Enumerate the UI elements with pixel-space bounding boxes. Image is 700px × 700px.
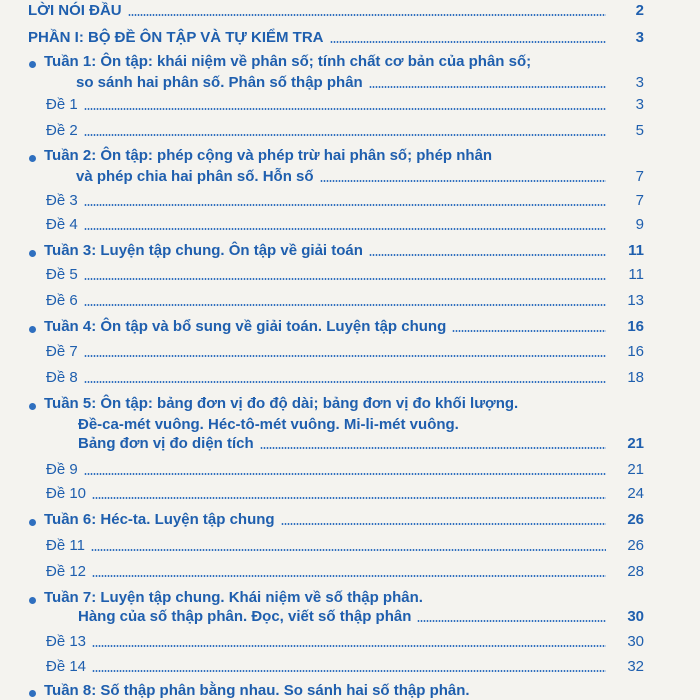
week-title-text: Tuần 3: Luyện tập chung. Ôn tập về giải toán	[44, 242, 363, 259]
week-title-line-last[interactable]	[44, 511, 612, 529]
dot-leader	[330, 41, 606, 43]
week-title-text: Tuần 4: Ôn tập và bổ sung về giải toán. Luyện tập chung	[44, 318, 447, 335]
test-label: Đề 5	[46, 266, 78, 283]
week-title-line-last[interactable]	[76, 168, 612, 186]
dot-leader	[320, 180, 606, 182]
dot-leader	[84, 134, 606, 136]
test-page: 9	[635, 216, 644, 233]
toc-entry-page: 3	[635, 29, 644, 46]
week-page: 26	[627, 511, 644, 528]
bullet-dot-icon	[29, 403, 36, 410]
test-entry[interactable]	[46, 343, 612, 361]
week-title-line[interactable]: Tuần 1: Ôn tập: khái niệm về phân số; tính chất cơ bản của phân số;	[44, 53, 532, 70]
test-entry[interactable]	[46, 216, 612, 234]
week-title-text: và phép chia hai phân số. Hỗn số	[76, 168, 314, 185]
week-page: 3	[635, 74, 644, 91]
toc-entry-label: PHẦN I: BỘ ĐỀ ÔN TẬP VÀ TỰ KIỂM TRA	[28, 29, 324, 46]
dot-leader	[91, 549, 606, 551]
test-label: Đề 6	[46, 292, 78, 309]
dot-leader	[84, 204, 606, 206]
week-title-line[interactable]: Tuần 8: Số thập phân bằng nhau. So sánh hai số thập phân.	[44, 682, 470, 699]
test-page: 16	[627, 343, 644, 360]
test-entry[interactable]	[46, 369, 612, 387]
dot-leader	[84, 278, 606, 280]
week-page: 16	[627, 318, 644, 335]
test-page: 5	[635, 122, 644, 139]
dot-leader	[281, 523, 606, 525]
test-entry[interactable]	[46, 192, 612, 210]
test-page: 11	[628, 266, 644, 283]
week-title-line-last[interactable]	[78, 608, 612, 626]
bullet-dot-icon	[29, 250, 36, 257]
test-entry[interactable]	[46, 658, 612, 676]
toc-entry-label: LỜI NÓI ĐẦU	[28, 2, 122, 19]
test-label: Đề 2	[46, 122, 78, 139]
test-page: 28	[627, 563, 644, 580]
bullet-dot-icon	[29, 155, 36, 162]
test-page: 21	[627, 461, 644, 478]
week-title-line-last[interactable]	[44, 242, 612, 260]
week-title-text: Tuần 6: Héc-ta. Luyện tập chung	[44, 511, 275, 528]
test-entry[interactable]	[46, 292, 612, 310]
test-entry[interactable]	[46, 122, 612, 140]
toc-entry-page: 2	[635, 2, 644, 19]
dot-leader	[92, 670, 606, 672]
dot-leader	[369, 254, 606, 256]
test-label: Đề 3	[46, 192, 78, 209]
bullet-dot-icon	[29, 326, 36, 333]
week-title-line-last[interactable]	[44, 318, 612, 336]
test-label: Đề 13	[46, 633, 87, 650]
toc-entry-part-1[interactable]	[28, 29, 612, 47]
test-page: 26	[627, 537, 644, 554]
dot-leader	[452, 330, 606, 332]
test-entry[interactable]	[46, 633, 612, 651]
week-page: 11	[628, 242, 644, 259]
week-title-line[interactable]: Đề-ca-mét vuông. Héc-tô-mét vuông. Mi-li-mét vuông.	[78, 416, 459, 433]
week-title-text: so sánh hai phân số. Phân số thập phân	[76, 74, 363, 91]
week-title-text: Hàng của số thập phân. Đọc, viết số thập phân	[78, 608, 412, 625]
week-title-text: Bảng đơn vị đo diện tích	[78, 435, 254, 452]
test-entry[interactable]	[46, 96, 612, 114]
week-title-line[interactable]: Tuần 5: Ôn tập: bảng đơn vị đo độ dài; bảng đơn vị đo khối lượng.	[44, 395, 519, 412]
test-page: 3	[635, 96, 644, 113]
bullet-dot-icon	[29, 519, 36, 526]
dot-leader	[92, 645, 606, 647]
dot-leader	[84, 381, 606, 383]
test-label: Đề 4	[46, 216, 78, 233]
test-page: 7	[635, 192, 644, 209]
test-page: 24	[627, 485, 644, 502]
week-title-line[interactable]: Tuần 7: Luyện tập chung. Khái niệm về số thập phân.	[44, 589, 423, 606]
dot-leader	[92, 497, 606, 499]
test-label: Đề 11	[46, 537, 85, 554]
dot-leader	[84, 304, 606, 306]
dot-leader	[417, 620, 606, 622]
dot-leader	[92, 575, 606, 577]
test-page: 32	[627, 658, 644, 675]
week-title-line[interactable]: Tuần 2: Ôn tập: phép cộng và phép trừ hai phân số; phép nhân	[44, 147, 493, 164]
test-page: 18	[627, 369, 644, 386]
dot-leader	[369, 86, 606, 88]
dot-leader	[84, 355, 606, 357]
week-page: 30	[627, 608, 644, 625]
dot-leader	[84, 473, 606, 475]
test-label: Đề 7	[46, 343, 78, 360]
week-page: 21	[627, 435, 644, 452]
test-entry[interactable]	[46, 537, 612, 555]
test-label: Đề 1	[46, 96, 78, 113]
bullet-dot-icon	[29, 61, 36, 68]
test-page: 13	[627, 292, 644, 309]
test-label: Đề 12	[46, 563, 87, 580]
week-title-line-last[interactable]	[76, 74, 612, 92]
dot-leader	[84, 108, 606, 110]
test-entry[interactable]	[46, 266, 612, 284]
test-entry[interactable]	[46, 461, 612, 479]
dot-leader	[260, 447, 606, 449]
week-title-line-last[interactable]	[78, 435, 612, 453]
week-page: 7	[635, 168, 644, 185]
test-label: Đề 8	[46, 369, 78, 386]
test-label: Đề 14	[46, 658, 87, 675]
bullet-dot-icon	[29, 597, 36, 604]
bullet-dot-icon	[29, 690, 36, 697]
dot-leader	[128, 14, 606, 16]
test-entry[interactable]	[46, 485, 612, 503]
test-page: 30	[627, 633, 644, 650]
test-label: Đề 10	[46, 485, 87, 502]
dot-leader	[84, 228, 606, 230]
toc-entry-preface[interactable]	[28, 2, 612, 20]
test-label: Đề 9	[46, 461, 78, 478]
test-entry[interactable]	[46, 563, 612, 581]
